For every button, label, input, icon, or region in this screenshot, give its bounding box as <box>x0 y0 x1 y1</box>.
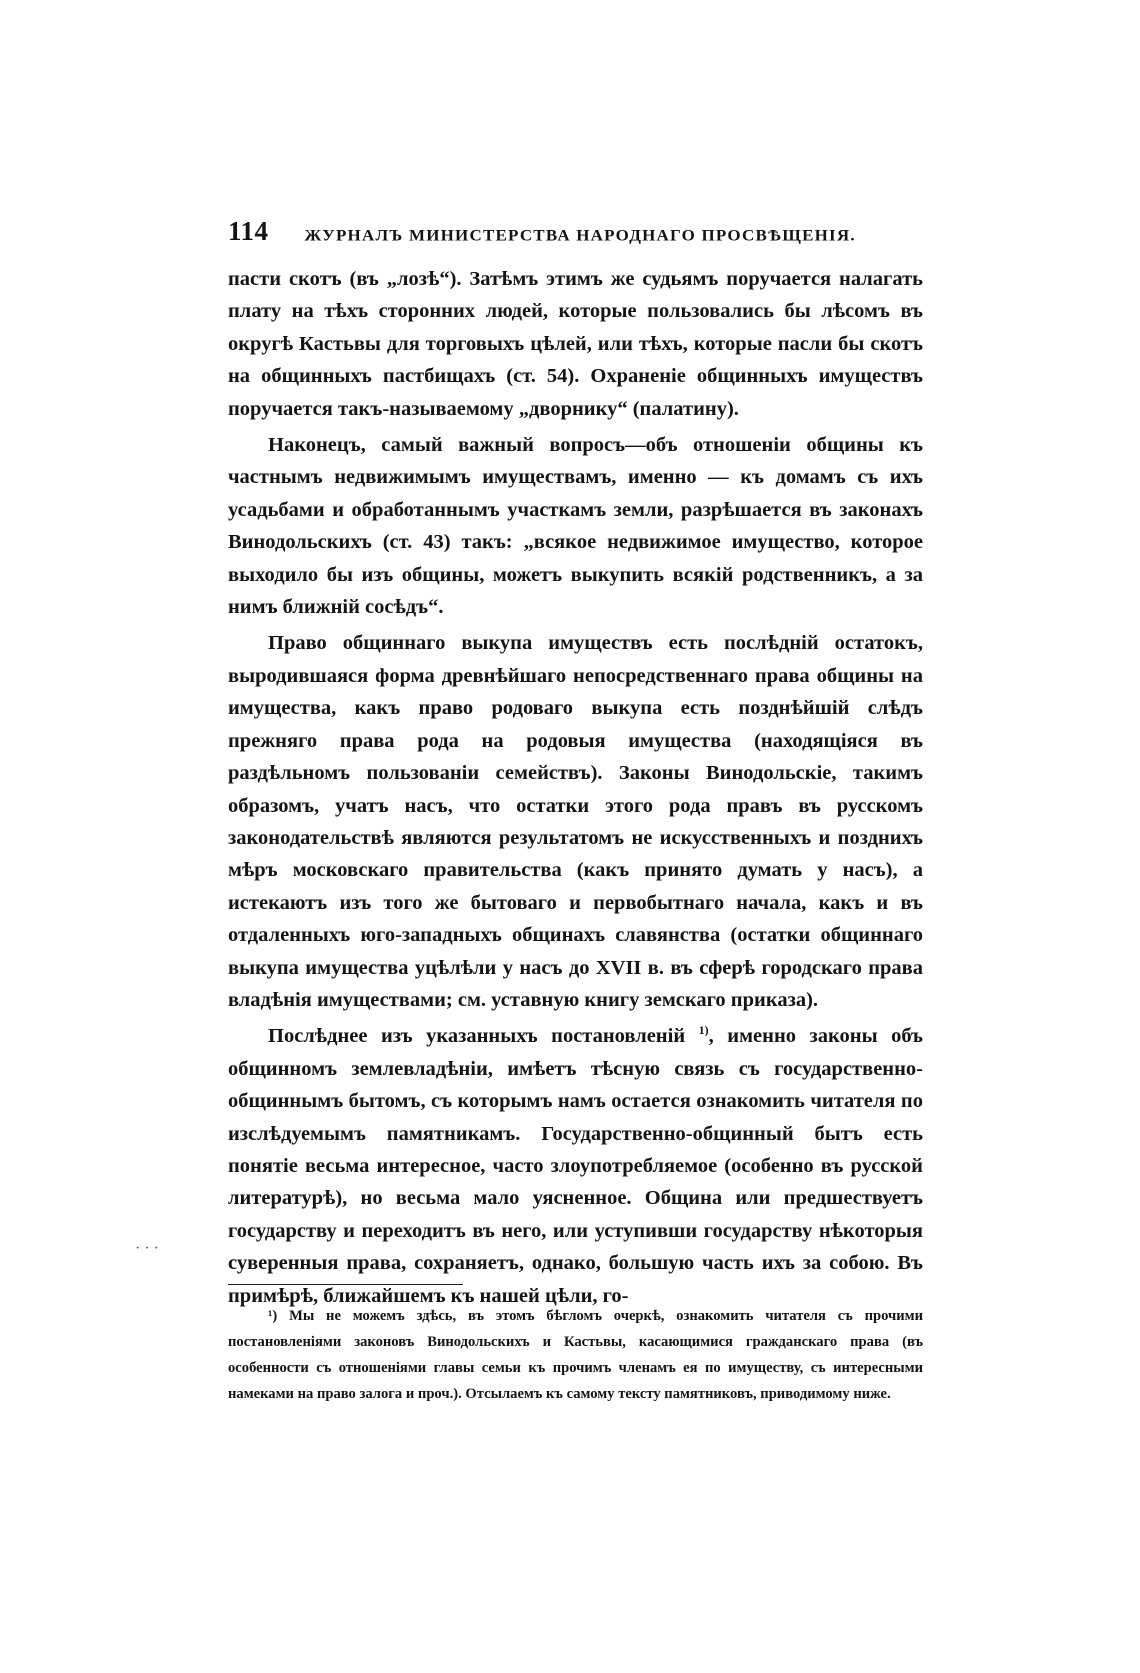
footnote-block <box>228 1303 923 1407</box>
footnote-divider <box>228 1284 463 1285</box>
page-header <box>228 216 928 250</box>
paragraph-4-start: Послѣднее изъ указанныхъ постановленій <box>268 1025 686 1048</box>
paragraph-3: Право общиннаго выкупа имуществъ есть послѣдній остатокъ, выродившаяся форма древнѣйшаго непосредственнаго права общины на имущества, какъ право родоваго выкупа есть позднѣйшій слѣдъ прежняго права рода на родовыя имущества (находящіяся въ раздѣльномъ пользованіи семействъ). Законы Винодольскіе, такимъ образомъ, учатъ насъ, что остатки этого рода правъ въ русскомъ законодательствѣ являются результатомъ не искусственныхъ и позднихъ мѣръ московскаго правительства (какъ принято думать у насъ), а истекаютъ изъ того же бытоваго и первобытнаго начала, какъ и въ отдаленныхъ юго-западныхъ общинахъ славянства (остатки общиннаго выкупа имущества уцѣлѣли у насъ до XVII в. въ сферѣ городскаго права владѣнія имуществами; см. уставную книгу земскаго приказа). <box>228 632 923 1011</box>
main-text <box>228 263 923 1316</box>
running-head: ЖУРНАЛЪ МИНИСТЕРСТВА НАРОДНАГО ПРОСВѢЩЕНІЯ. <box>304 227 856 245</box>
paragraph-1: пасти скотъ (въ „лозѣ“). Затѣмъ этимъ же судьямъ поручается налагать плату на тѣхъ сторонних людей, которые пользовались бы лѣсомъ въ округѣ Кастьвы для торговыхъ цѣлей, или тѣхъ, которые пасли бы скотъ на общинныхъ пастбищахъ (ст. 54). Охраненіе общинныхъ имуществъ поручается такъ-называемому „дворнику“ (палатину). <box>228 268 923 420</box>
paragraph-2: Наконецъ, самый важный вопросъ—объ отношеніи общины къ частнымъ недвижимымъ имуществамъ, именно — къ домамъ съ ихъ усадьбами и обработаннымъ участкамъ земли, разрѣшается въ законахъ Винодольскихъ (ст. 43) такъ: „всякое недвижимое имущество, которое выходило бы изъ общины, можетъ выкупить всякій родственникъ, а за нимъ ближній сосѣдъ“. <box>228 434 923 619</box>
footnote-1 <box>228 1303 923 1407</box>
margin-mark: · · · <box>135 1240 159 1257</box>
page-number: 114 <box>228 216 269 246</box>
footnote-reference: 1) <box>698 1023 709 1038</box>
paragraph-4-rest: , именно законы объ общинномъ землевладѣніи, имѣетъ тѣсную связь съ государственно-общиннымъ бытомъ, съ которымъ намъ остается ознакомить читателя по изслѣдуемымъ памятникамъ. Государственно-общинный бытъ есть понятіе весьма интересное, часто злоупотребляемое (особенно въ русской литературѣ), но весьма мало уясненное. Община или предшествуетъ государству и переходитъ въ него, или уступивши государству нѣкоторыя суверенныя права, сохраняетъ, однако, большую часть ихъ за собою. Въ примѣрѣ, ближайшемъ къ нашей цѣли, го- <box>228 1025 924 1307</box>
footnote-text: Мы не можемъ здѣсь, въ этомъ бѣгломъ очеркѣ, ознакомить читателя съ прочими постановленіями законовъ Винодольскихъ и Кастьвы, касающимися гражданскаго права (въ особенности съ отношеніями главы семьи къ прочимъ членамъ ея по имуществу, съ интересными намеками на право залога и проч.). Отсылаемъ къ самому тексту памятниковъ, приводимому ниже. <box>228 1308 923 1402</box>
paragraph-4 <box>228 1020 923 1312</box>
footnote-marker: ¹) <box>268 1308 278 1324</box>
